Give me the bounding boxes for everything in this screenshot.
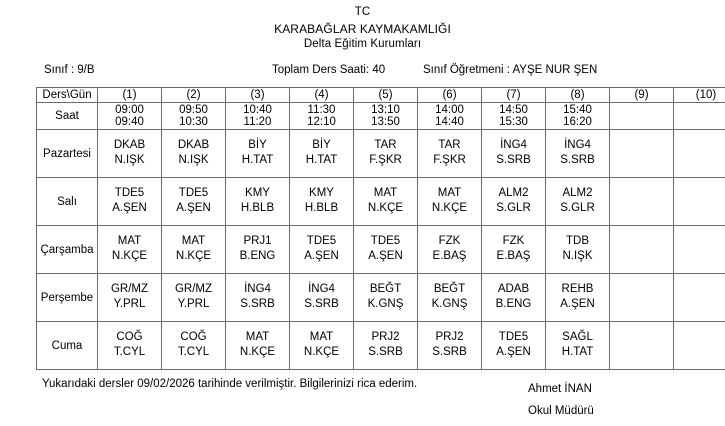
lesson-cell-spacer <box>354 312 417 314</box>
period-time-cell <box>226 103 290 130</box>
time-row-label: Saat <box>37 103 98 130</box>
lesson-cell-spacer <box>162 216 225 218</box>
header-line-tc: TC <box>0 5 725 21</box>
period-start-time: 10:40 <box>226 104 289 117</box>
lesson-code: DKAB <box>98 138 161 153</box>
lesson-cell[interactable] <box>482 274 546 322</box>
day-label: Pazartesi <box>37 130 98 178</box>
period-number-header: (10) <box>674 88 725 103</box>
lesson-code: FZK <box>418 234 481 249</box>
lesson-cell-spacer <box>98 168 161 170</box>
lesson-cell-spacer <box>290 264 353 266</box>
lesson-cell-spacer <box>226 312 289 314</box>
lesson-cell[interactable] <box>98 274 162 322</box>
lesson-code: MAT <box>418 186 481 201</box>
lesson-teacher: A.ŞEN <box>546 297 609 312</box>
lesson-cell[interactable] <box>226 130 290 178</box>
document-footer <box>36 376 689 426</box>
lesson-cell[interactable] <box>354 178 418 226</box>
lesson-cell-spacer <box>418 264 481 266</box>
period-end-time: 15:30 <box>482 116 545 129</box>
lesson-cell[interactable] <box>482 178 546 226</box>
lesson-teacher: B.ENG <box>482 297 545 312</box>
lesson-teacher: K.GNŞ <box>418 297 481 312</box>
lesson-code: BEĞT <box>354 282 417 297</box>
lesson-cell[interactable] <box>226 226 290 274</box>
footer-note: Yukarıdaki dersler 09/02/2026 tarihinde verilmiştir. Bilgilerinizi rica ederim. <box>42 378 417 390</box>
lesson-cell-spacer <box>290 216 353 218</box>
class-teacher-label: Sınıf Öğretmeni : AYŞE NUR ŞEN <box>423 64 597 76</box>
lesson-cell-spacer <box>354 168 417 170</box>
lesson-teacher: A.ŞEN <box>482 345 545 360</box>
period-number-header: (3) <box>226 88 290 103</box>
lesson-cell-spacer <box>354 360 417 362</box>
lesson-cell[interactable] <box>290 226 354 274</box>
lesson-teacher: F.ŞKR <box>418 153 481 168</box>
lesson-cell-spacer <box>354 264 417 266</box>
lesson-teacher: A.ŞEN <box>354 249 417 264</box>
lesson-cell[interactable] <box>418 226 482 274</box>
lesson-teacher: A.ŞEN <box>98 201 161 216</box>
lesson-cell-spacer <box>290 312 353 314</box>
lesson-cell[interactable] <box>98 178 162 226</box>
lesson-teacher: B.ENG <box>226 249 289 264</box>
period-time-cell <box>482 103 546 130</box>
lesson-cell[interactable] <box>546 130 610 178</box>
period-time-cell <box>290 103 354 130</box>
period-number-header: (7) <box>482 88 546 103</box>
day-label: Cuma <box>37 322 98 370</box>
lesson-cell-spacer <box>418 312 481 314</box>
lesson-cell[interactable] <box>674 178 725 226</box>
lesson-teacher: N.IŞK <box>162 153 225 168</box>
lesson-cell-spacer <box>674 249 725 251</box>
lesson-cell-spacer <box>418 216 481 218</box>
lesson-code: MAT <box>290 330 353 345</box>
timetable-corner-header: Ders\Gün <box>37 88 98 103</box>
lesson-teacher: S.SRB <box>418 345 481 360</box>
lesson-cell[interactable] <box>354 274 418 322</box>
lesson-cell-spacer <box>674 153 725 155</box>
lesson-teacher: A.ŞEN <box>290 249 353 264</box>
lesson-teacher: T.CYL <box>162 345 225 360</box>
lesson-cell-spacer <box>418 360 481 362</box>
header-line-district: KARABAĞLAR KAYMAKAMLIĞI <box>0 21 725 37</box>
period-number-header: (6) <box>418 88 482 103</box>
lesson-cell[interactable] <box>546 274 610 322</box>
lesson-teacher: N.IŞK <box>98 153 161 168</box>
lesson-cell-spacer <box>546 312 609 314</box>
timetable-wrapper <box>36 87 689 370</box>
period-end-time: 14:40 <box>418 116 481 129</box>
lesson-teacher: Y.PRL <box>162 297 225 312</box>
lesson-cell[interactable] <box>546 226 610 274</box>
signature-block <box>528 378 594 422</box>
lesson-code: ALM2 <box>546 186 609 201</box>
period-start-time: 11:30 <box>290 104 353 117</box>
lesson-code: PRJ2 <box>354 330 417 345</box>
lesson-cell[interactable] <box>546 322 610 370</box>
period-end-time: 16:20 <box>546 116 609 129</box>
lesson-code: MAT <box>226 330 289 345</box>
timetable-day-row <box>37 226 725 274</box>
lesson-teacher: S.SRB <box>354 345 417 360</box>
lesson-cell-spacer <box>674 345 725 347</box>
lesson-cell[interactable] <box>610 226 674 274</box>
lesson-cell-spacer <box>482 264 545 266</box>
lesson-teacher: N.KÇE <box>98 249 161 264</box>
lesson-teacher: S.GLR <box>482 201 545 216</box>
lesson-cell[interactable] <box>290 322 354 370</box>
lesson-cell[interactable] <box>418 274 482 322</box>
lesson-cell-spacer <box>98 360 161 362</box>
timetable-day-row <box>37 274 725 322</box>
lesson-cell[interactable] <box>162 178 226 226</box>
lesson-cell-spacer <box>226 360 289 362</box>
lesson-code: KMY <box>226 186 289 201</box>
period-end-time: 11:20 <box>226 116 289 129</box>
lesson-cell-spacer <box>482 360 545 362</box>
lesson-teacher: T.CYL <box>98 345 161 360</box>
lesson-code: PRJ1 <box>226 234 289 249</box>
lesson-code: GR/MZ <box>98 282 161 297</box>
lesson-code: DKAB <box>162 138 225 153</box>
period-number-header: (1) <box>98 88 162 103</box>
lesson-code: MAT <box>162 234 225 249</box>
lesson-code: TDE5 <box>354 234 417 249</box>
lesson-cell-spacer <box>546 360 609 362</box>
lesson-teacher: H.TAT <box>226 153 289 168</box>
lesson-code: İNG4 <box>482 138 545 153</box>
lesson-code: MAT <box>98 234 161 249</box>
lesson-code: BİY <box>226 138 289 153</box>
lesson-code: TAR <box>354 138 417 153</box>
lesson-cell[interactable] <box>610 130 674 178</box>
lesson-cell-spacer <box>226 216 289 218</box>
lesson-cell[interactable] <box>226 322 290 370</box>
lesson-teacher: N.KÇE <box>226 345 289 360</box>
lesson-cell[interactable] <box>354 322 418 370</box>
lesson-teacher: S.GLR <box>546 201 609 216</box>
lesson-teacher: N.KÇE <box>162 249 225 264</box>
timetable-day-row <box>37 130 725 178</box>
class-info-row <box>0 62 725 84</box>
lesson-code: MAT <box>354 186 417 201</box>
lesson-teacher: N.KÇE <box>354 201 417 216</box>
lesson-cell[interactable] <box>674 274 725 322</box>
lesson-cell[interactable] <box>226 178 290 226</box>
lesson-cell-spacer <box>98 216 161 218</box>
period-start-time: 15:40 <box>546 104 609 117</box>
lesson-cell[interactable] <box>162 274 226 322</box>
period-time-cell <box>162 103 226 130</box>
lesson-code: SAĞL <box>546 330 609 345</box>
lesson-cell-spacer <box>354 216 417 218</box>
lesson-teacher: S.SRB <box>482 153 545 168</box>
total-hours-label: Toplam Ders Saati: 40 <box>272 64 385 76</box>
lesson-cell[interactable] <box>162 226 226 274</box>
lesson-cell-spacer <box>226 168 289 170</box>
lesson-code: GR/MZ <box>162 282 225 297</box>
lesson-cell-spacer <box>610 297 673 299</box>
lesson-code: COĞ <box>162 330 225 345</box>
lesson-teacher: H.BLB <box>290 201 353 216</box>
period-end-time: 10:30 <box>162 116 225 129</box>
lesson-cell[interactable] <box>354 130 418 178</box>
lesson-cell[interactable] <box>546 178 610 226</box>
lesson-cell[interactable] <box>98 322 162 370</box>
lesson-cell-spacer <box>610 345 673 347</box>
lesson-cell[interactable] <box>418 178 482 226</box>
lesson-code: İNG4 <box>290 282 353 297</box>
period-number-header: (2) <box>162 88 226 103</box>
lesson-teacher: N.KÇE <box>418 201 481 216</box>
signer-name: Ahmet İNAN <box>528 378 594 400</box>
lesson-cell-spacer <box>162 168 225 170</box>
lesson-code: TDE5 <box>162 186 225 201</box>
lesson-cell-spacer <box>482 312 545 314</box>
lesson-cell-spacer <box>610 201 673 203</box>
lesson-cell-spacer <box>290 360 353 362</box>
period-number-header: (8) <box>546 88 610 103</box>
timetable <box>36 87 725 370</box>
timetable-day-row <box>37 322 725 370</box>
lesson-cell[interactable] <box>418 130 482 178</box>
day-label: Çarşamba <box>37 226 98 274</box>
period-time-cell <box>98 103 162 130</box>
header-line-school: Delta Eğitim Kurumları <box>0 37 725 53</box>
lesson-code: TDE5 <box>290 234 353 249</box>
lesson-cell[interactable] <box>418 322 482 370</box>
lesson-cell-spacer <box>482 168 545 170</box>
lesson-cell-spacer <box>162 360 225 362</box>
lesson-cell[interactable] <box>482 130 546 178</box>
period-time-cell <box>674 103 725 130</box>
lesson-code: İNG4 <box>226 282 289 297</box>
period-number-header: (9) <box>610 88 674 103</box>
lesson-teacher: K.GNŞ <box>354 297 417 312</box>
document-header <box>0 0 725 52</box>
lesson-teacher: H.TAT <box>546 345 609 360</box>
lesson-cell[interactable] <box>610 322 674 370</box>
lesson-cell-spacer <box>98 264 161 266</box>
lesson-teacher: S.SRB <box>226 297 289 312</box>
period-start-time: 09:50 <box>162 104 225 117</box>
period-time-cell <box>354 103 418 130</box>
lesson-cell[interactable] <box>610 274 674 322</box>
lesson-code: TAR <box>418 138 481 153</box>
lesson-cell-spacer <box>546 264 609 266</box>
lesson-teacher: F.ŞKR <box>354 153 417 168</box>
timetable-header-row-periods <box>37 88 725 103</box>
period-end-time: 09:40 <box>98 116 161 129</box>
timetable-body <box>37 88 725 370</box>
lesson-cell[interactable] <box>98 130 162 178</box>
lesson-teacher: E.BAŞ <box>482 249 545 264</box>
period-time-cell <box>610 103 674 130</box>
lesson-cell[interactable] <box>290 178 354 226</box>
period-end-time: 12:10 <box>290 116 353 129</box>
period-number-header: (4) <box>290 88 354 103</box>
lesson-cell[interactable] <box>674 226 725 274</box>
lesson-cell[interactable] <box>162 322 226 370</box>
lesson-teacher: H.TAT <box>290 153 353 168</box>
lesson-cell[interactable] <box>354 226 418 274</box>
lesson-cell[interactable] <box>674 130 725 178</box>
lesson-code: TDB <box>546 234 609 249</box>
lesson-cell-spacer <box>162 312 225 314</box>
lesson-code: FZK <box>482 234 545 249</box>
lesson-cell-spacer <box>674 201 725 203</box>
lesson-cell-spacer <box>98 312 161 314</box>
lesson-code: ADAB <box>482 282 545 297</box>
period-time-cell <box>418 103 482 130</box>
lesson-code: İNG4 <box>546 138 609 153</box>
lesson-teacher: S.SRB <box>290 297 353 312</box>
period-end-time: 13:50 <box>354 116 417 129</box>
lesson-code: COĞ <box>98 330 161 345</box>
lesson-code: PRJ2 <box>418 330 481 345</box>
lesson-teacher: S.SRB <box>546 153 609 168</box>
lesson-cell-spacer <box>226 264 289 266</box>
lesson-cell-spacer <box>546 168 609 170</box>
lesson-cell[interactable] <box>674 322 725 370</box>
lesson-code: TDE5 <box>98 186 161 201</box>
lesson-teacher: N.KÇE <box>290 345 353 360</box>
lesson-cell[interactable] <box>482 226 546 274</box>
lesson-cell[interactable] <box>610 178 674 226</box>
lesson-cell-spacer <box>482 216 545 218</box>
lesson-cell[interactable] <box>162 130 226 178</box>
lesson-cell-spacer <box>546 216 609 218</box>
timetable-header-row-times <box>37 103 725 130</box>
lesson-cell-spacer <box>162 264 225 266</box>
lesson-teacher: H.BLB <box>226 201 289 216</box>
lesson-teacher: N.IŞK <box>546 249 609 264</box>
lesson-code: TDE5 <box>482 330 545 345</box>
lesson-cell-spacer <box>610 153 673 155</box>
lesson-code: ALM2 <box>482 186 545 201</box>
lesson-teacher: E.BAŞ <box>418 249 481 264</box>
lesson-cell-spacer <box>610 249 673 251</box>
lesson-cell[interactable] <box>290 130 354 178</box>
period-number-header: (5) <box>354 88 418 103</box>
lesson-code: REHB <box>546 282 609 297</box>
period-start-time: 09:00 <box>98 104 161 117</box>
lesson-cell-spacer <box>290 168 353 170</box>
day-label: Perşembe <box>37 274 98 322</box>
timetable-day-row <box>37 178 725 226</box>
lesson-cell-spacer <box>418 168 481 170</box>
period-start-time: 13:10 <box>354 104 417 117</box>
period-start-time: 14:50 <box>482 104 545 117</box>
lesson-code: BİY <box>290 138 353 153</box>
lesson-teacher: A.ŞEN <box>162 201 225 216</box>
class-name-label: Sınıf : 9/B <box>44 64 95 76</box>
lesson-teacher: Y.PRL <box>98 297 161 312</box>
day-label: Salı <box>37 178 98 226</box>
signer-title: Okul Müdürü <box>528 400 594 422</box>
period-time-cell <box>546 103 610 130</box>
lesson-cell[interactable] <box>290 274 354 322</box>
lesson-cell[interactable] <box>226 274 290 322</box>
lesson-cell[interactable] <box>98 226 162 274</box>
period-start-time: 14:00 <box>418 104 481 117</box>
lesson-code: KMY <box>290 186 353 201</box>
lesson-cell[interactable] <box>482 322 546 370</box>
lesson-code: BEĞT <box>418 282 481 297</box>
lesson-cell-spacer <box>674 297 725 299</box>
